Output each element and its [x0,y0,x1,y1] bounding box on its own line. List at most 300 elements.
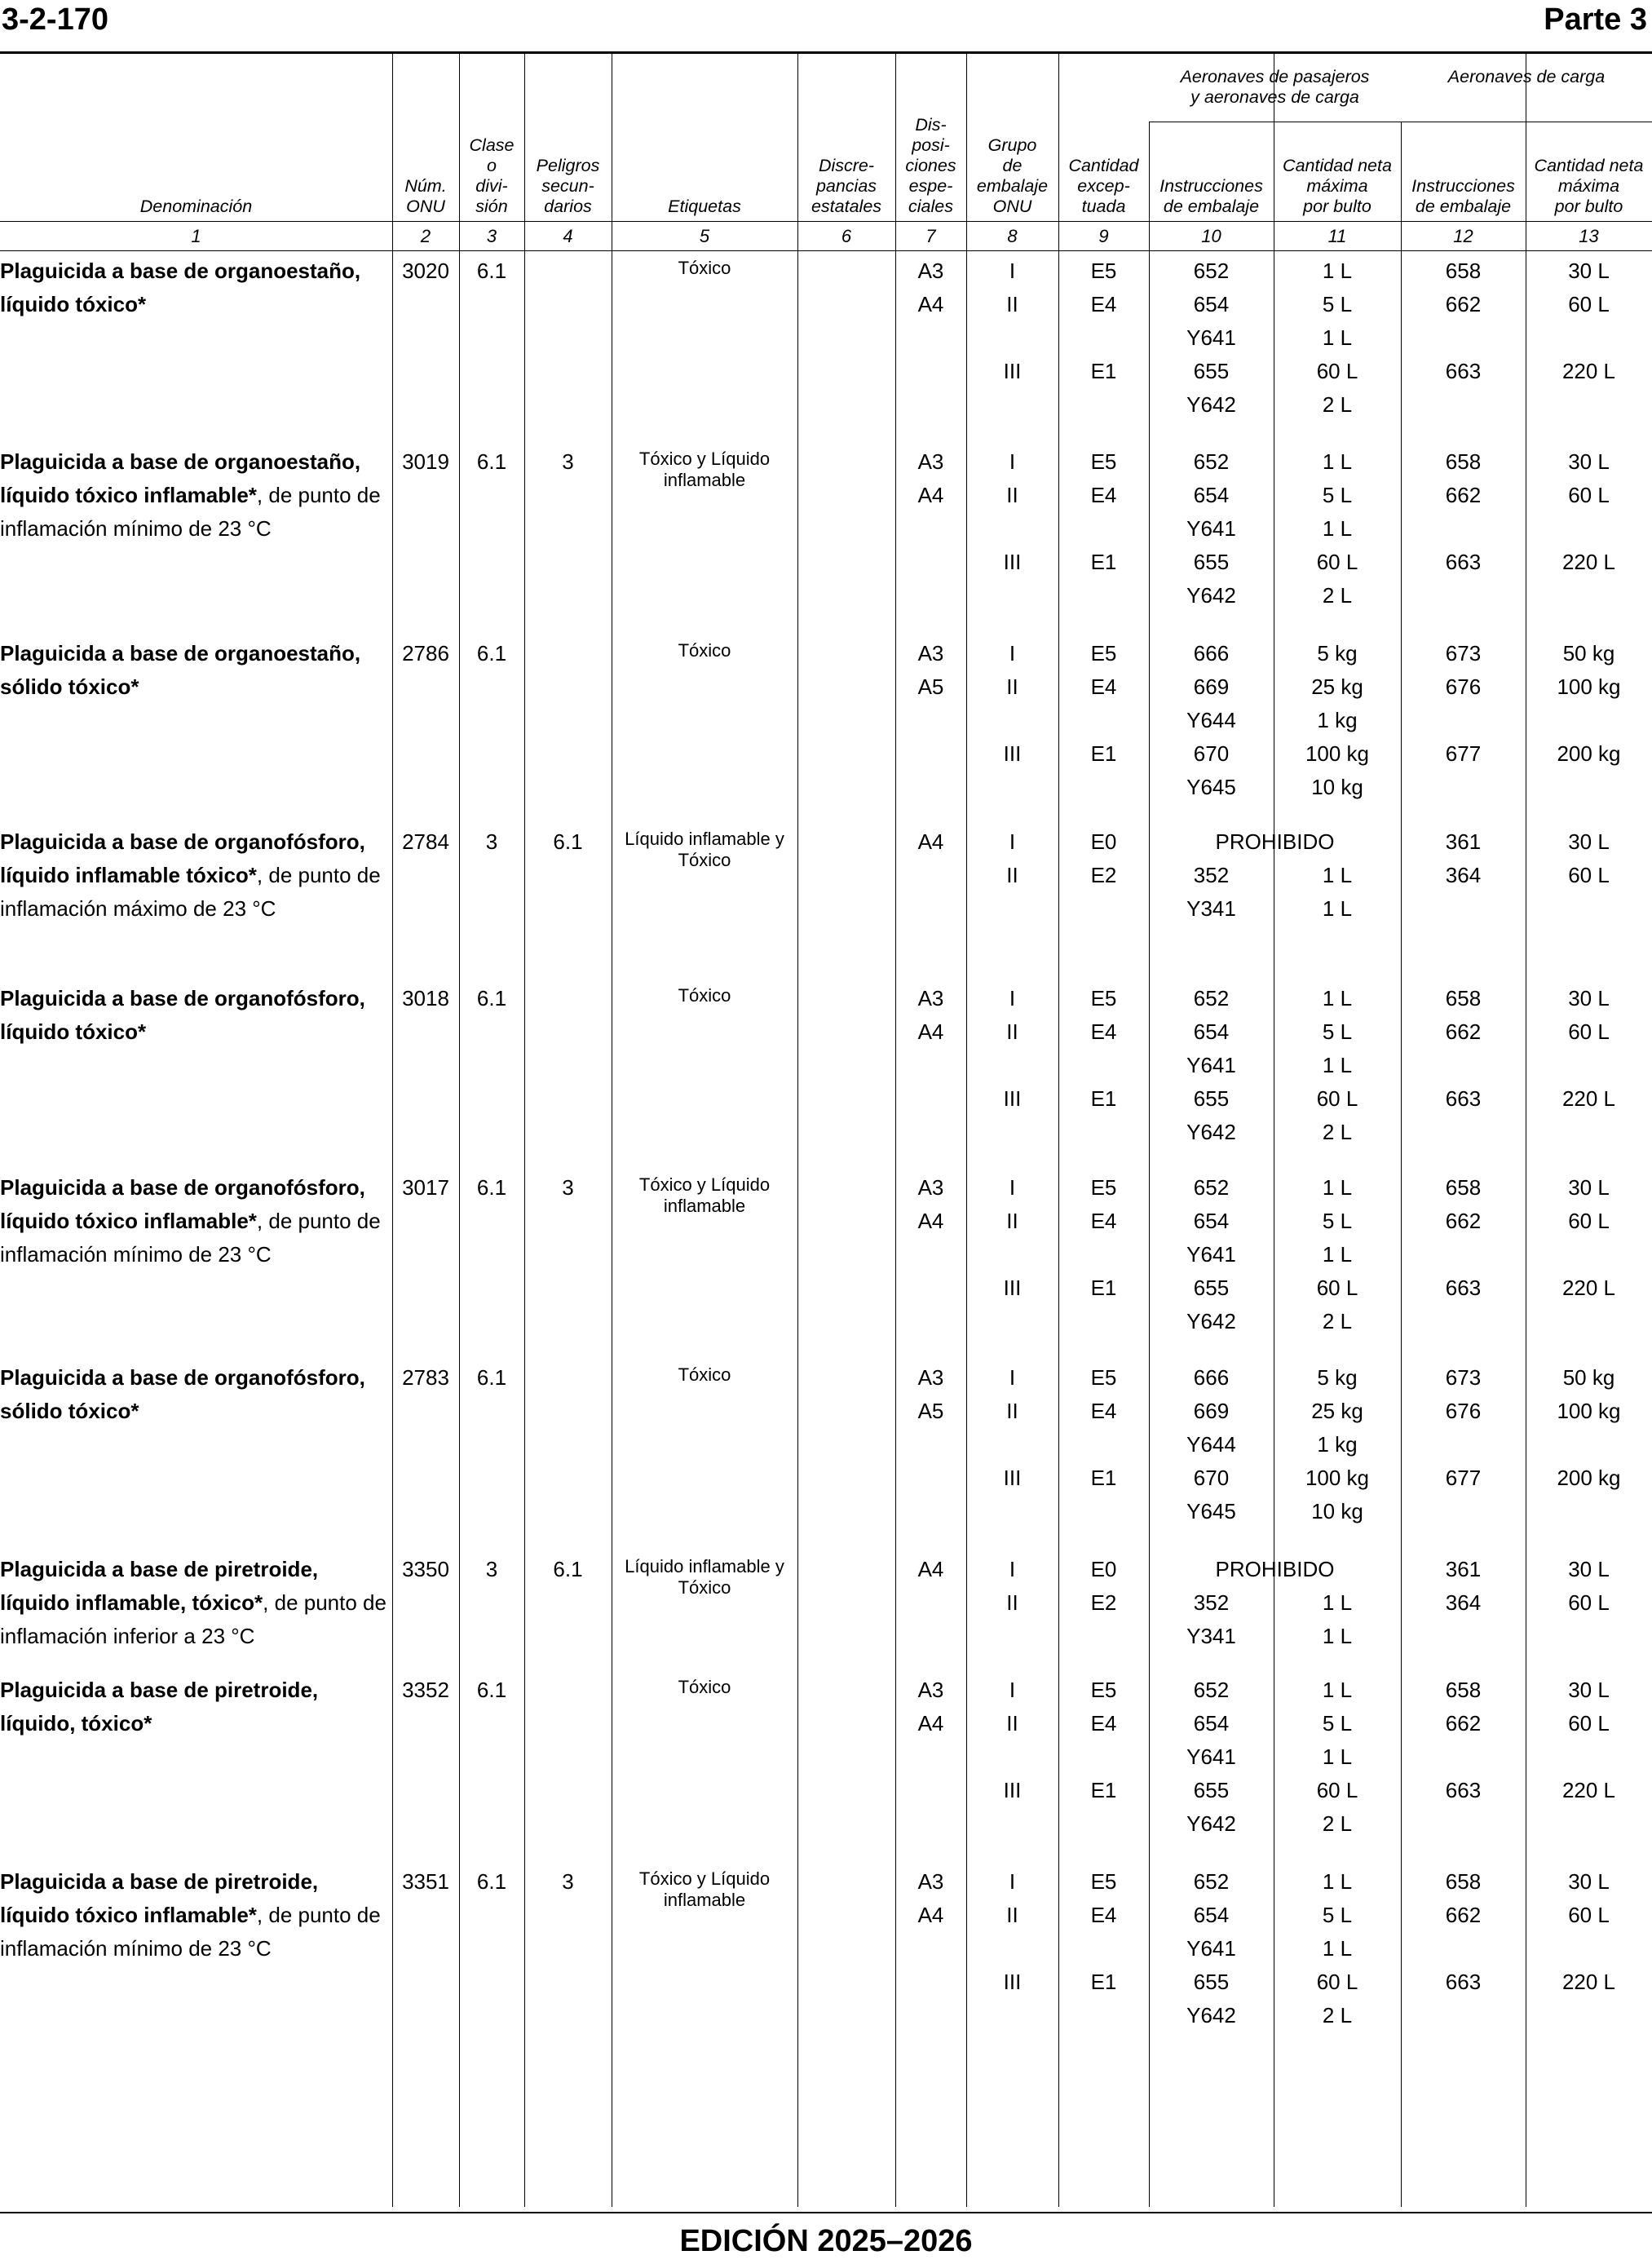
pax-max-net-quantity: 2 L [1322,583,1353,608]
pax-max-net-quantity: 60 L [1316,359,1358,383]
cargo-packing-instruction: 663 [1445,550,1482,574]
pax-max-net-quantity: 1 kg [1317,1432,1358,1457]
column-header-4: Peligros secun- darios [536,156,600,216]
pax-packing-instruction: 655 [1193,1086,1230,1111]
header-rule [0,51,1652,54]
un-number: 2784 [402,829,449,854]
excepted-quantity: E5 [1090,1869,1117,1894]
special-provision: A4 [917,292,944,316]
packing-group: I [1009,1869,1016,1894]
cargo-packing-instruction: 662 [1445,483,1482,507]
packing-group: I [1009,1557,1016,1581]
cargo-packing-instruction: 658 [1445,1869,1482,1894]
pax-max-net-quantity: 5 L [1322,292,1353,316]
cargo-max-net-quantity: 60 L [1568,483,1610,507]
pax-packing-instruction: Y641 [1186,1242,1236,1267]
packing-group: II [1006,1019,1018,1044]
hazard-label: Tóxico [678,985,731,1006]
pax-max-net-quantity: 1 L [1322,1678,1353,1702]
cargo-max-net-quantity: 60 L [1568,1209,1610,1233]
packing-group: II [1006,674,1018,699]
excepted-quantity: E2 [1090,863,1117,887]
cargo-max-net-quantity: 60 L [1568,1903,1610,1927]
column-number-4: 4 [563,226,573,246]
pax-max-net-quantity: 60 L [1316,1086,1358,1111]
special-provision: A4 [917,1711,944,1736]
cargo-packing-instruction: 364 [1445,1590,1482,1615]
cargo-max-net-quantity: 30 L [1568,259,1610,283]
hazard-label: Tóxico [678,258,731,278]
column-header-1: Denominación [139,197,253,216]
pax-packing-instruction: Y641 [1186,1936,1236,1961]
column-number-2: 2 [420,226,431,246]
class-division: 6.1 [476,641,507,665]
pax-max-net-quantity: 1 L [1322,986,1353,1010]
pax-packing-instruction: Y642 [1186,1811,1236,1836]
pax-max-net-quantity: 1 L [1322,325,1353,350]
cargo-max-net-quantity: 30 L [1568,1175,1610,1200]
class-division: 6.1 [476,1175,507,1200]
cargo-packing-instruction: 676 [1445,674,1482,699]
pax-packing-instruction: 654 [1193,1019,1230,1044]
excepted-quantity: E1 [1090,1466,1117,1490]
cargo-max-net-quantity: 220 L [1561,1970,1616,1994]
cargo-max-net-quantity: 220 L [1561,359,1616,383]
pax-packing-instruction: 655 [1193,550,1230,574]
cargo-packing-instruction: 663 [1445,1276,1482,1300]
excepted-quantity: E5 [1090,449,1117,474]
packing-group: I [1009,641,1016,665]
pax-packing-instruction: 670 [1193,1466,1230,1490]
cargo-packing-instruction: 361 [1445,1557,1482,1581]
column-number-13: 13 [1579,226,1599,246]
column-header-5: Etiquetas [668,197,741,216]
pax-max-net-quantity: 100 kg [1305,1466,1370,1490]
pax-max-net-quantity: 5 L [1322,1209,1353,1233]
packing-group: III [1003,1970,1022,1994]
pax-packing-instruction: 652 [1193,1678,1230,1702]
cargo-packing-instruction: 662 [1445,292,1482,316]
packing-group: III [1003,1778,1022,1802]
pax-max-net-quantity: 5 L [1322,1903,1353,1927]
column-divider [797,54,798,2207]
packing-group: II [1006,1903,1018,1927]
group-header-passenger: Aeronaves de pasajeros y aeronaves de carga [1180,67,1370,107]
column-header-6: Discre- pancias estatales [811,156,882,216]
packing-group: II [1006,1399,1018,1423]
cargo-max-net-quantity: 60 L [1568,1019,1610,1044]
entry-denomination: Plaguicida a base de organoestaño, líquido tóxico* [0,259,361,316]
pax-packing-instruction: Y642 [1186,583,1236,608]
pax-max-net-quantity: 2 L [1322,1120,1353,1144]
excepted-quantity: E1 [1090,550,1117,574]
packing-group: I [1009,1678,1016,1702]
page-number: 3-2-170 [2,2,108,37]
cargo-max-net-quantity: 220 L [1561,1276,1616,1300]
entry-denomination: Plaguicida a base de organofósforo, líquido tóxico* [0,986,365,1044]
excepted-quantity: E2 [1090,1590,1117,1615]
cargo-max-net-quantity: 100 kg [1557,1399,1621,1423]
entry-denomination: Plaguicida a base de organofósforo, líquido tóxico inflamable*, de punto de inflamación mínimo de 23 °C [0,1175,381,1267]
hazard-label: Líquido inflamable y Tóxico [625,829,784,870]
special-provision: A3 [917,1678,944,1702]
pax-packing-instruction: Y641 [1186,325,1236,350]
pax-packing-instruction: Y642 [1186,1309,1236,1333]
excepted-quantity: E1 [1090,1970,1117,1994]
column-header-12: Instrucciones de embalaje [1411,176,1515,216]
special-provision: A3 [917,1365,944,1390]
cargo-packing-instruction: 658 [1445,1175,1482,1200]
packing-group: II [1006,483,1018,507]
pax-packing-instruction: 652 [1193,986,1230,1010]
pax-packing-instruction: Y341 [1186,896,1236,921]
excepted-quantity: E5 [1090,1365,1117,1390]
pax-packing-instruction: 666 [1193,1365,1230,1390]
cargo-packing-instruction: 658 [1445,1678,1482,1702]
special-provision: A4 [917,829,944,854]
footer-rule [0,2212,1652,2213]
column-number-1: 1 [191,226,201,246]
excepted-quantity: E4 [1090,1711,1117,1736]
cargo-max-net-quantity: 30 L [1568,449,1610,474]
pax-packing-instruction: 654 [1193,1903,1230,1927]
pax-max-net-quantity: 2 L [1322,2003,1353,2027]
excepted-quantity: E5 [1090,986,1117,1010]
pax-packing-instruction: Y644 [1186,708,1236,732]
special-provision: A5 [917,674,944,699]
cargo-max-net-quantity: 30 L [1568,1869,1610,1894]
packing-group: I [1009,829,1016,854]
hazard-label: Tóxico [678,1364,731,1385]
pax-max-net-quantity: 1 L [1322,1744,1353,1769]
subsidiary-hazard: 3 [562,1175,574,1200]
header-bottom-rule [0,221,1652,222]
cargo-max-net-quantity: 30 L [1568,1557,1610,1581]
cargo-max-net-quantity: 30 L [1568,986,1610,1010]
special-provision: A4 [917,483,944,507]
excepted-quantity: E0 [1090,1557,1117,1581]
cargo-packing-instruction: 676 [1445,1399,1482,1423]
subsidiary-hazard: 3 [562,449,574,474]
pax-packing-instruction: 652 [1193,1175,1230,1200]
pax-packing-instruction: 655 [1193,1778,1230,1802]
pax-max-net-quantity: 1 L [1322,259,1353,283]
excepted-quantity: E1 [1090,1778,1117,1802]
pax-max-net-quantity: 60 L [1316,1778,1358,1802]
pax-max-net-quantity: 1 L [1322,1053,1353,1077]
class-division: 3 [485,829,498,854]
pax-packing-instruction: Y644 [1186,1432,1236,1457]
cargo-max-net-quantity: 200 kg [1557,1466,1621,1490]
column-header-11: Cantidad neta máxima por bulto [1283,156,1392,216]
un-number: 3351 [402,1869,449,1894]
cargo-max-net-quantity: 60 L [1568,863,1610,887]
pax-max-net-quantity: 5 L [1322,1711,1353,1736]
excepted-quantity: E4 [1090,674,1117,699]
subsidiary-hazard: 3 [562,1869,574,1894]
packing-group: I [1009,449,1016,474]
hazard-label: Tóxico [678,640,731,661]
column-header-10: Instrucciones de embalaje [1159,176,1263,216]
pax-packing-instruction: Y641 [1186,1053,1236,1077]
pax-max-net-quantity: 25 kg [1311,1399,1363,1423]
pax-packing-instruction: 655 [1193,1970,1230,1994]
pax-max-net-quantity: 1 L [1322,1624,1353,1648]
excepted-quantity: E1 [1090,359,1117,383]
pax-max-net-quantity: 1 L [1322,1175,1353,1200]
pax-max-net-quantity: 1 L [1322,516,1353,541]
cargo-max-net-quantity: 60 L [1568,1590,1610,1615]
pax-packing-instruction: 652 [1193,259,1230,283]
pax-packing-instruction: 670 [1193,741,1230,766]
pax-max-net-quantity: 5 kg [1317,641,1358,665]
pax-packing-instruction: Y642 [1186,392,1236,417]
pax-max-net-quantity: 1 L [1322,863,1353,887]
pax-max-net-quantity: 1 L [1322,896,1353,921]
cargo-packing-instruction: 361 [1445,829,1482,854]
edition-footer: EDICIÓN 2025–2026 [679,2224,973,2258]
cargo-packing-instruction: 658 [1445,986,1482,1010]
cargo-max-net-quantity: 100 kg [1557,674,1621,699]
hazard-label: Tóxico y Líquido inflamable [638,1174,771,1216]
excepted-quantity: E0 [1090,829,1117,854]
hazard-label: Líquido inflamable y Tóxico [625,1556,784,1598]
packing-group: I [1009,986,1016,1010]
packing-group: II [1006,1209,1018,1233]
column-header-2: Núm. ONU [404,176,447,216]
cargo-packing-instruction: 677 [1445,1466,1482,1490]
entry-denomination: Plaguicida a base de piretroide, líquido, tóxico* [0,1678,319,1736]
column-number-rule [0,250,1652,251]
packing-group: III [1003,1466,1022,1490]
cargo-max-net-quantity: 60 L [1568,1711,1610,1736]
special-provision: A3 [917,449,944,474]
cargo-packing-instruction: 662 [1445,1019,1482,1044]
cargo-packing-instruction: 658 [1445,449,1482,474]
entry-denomination: Plaguicida a base de organofósforo, sólido tóxico* [0,1365,365,1423]
group-header-cargo: Aeronaves de carga [1447,67,1606,86]
pax-packing-instruction: Y641 [1186,1744,1236,1769]
excepted-quantity: E1 [1090,1086,1117,1111]
column-number-3: 3 [486,226,497,246]
cargo-packing-instruction: 663 [1445,1970,1482,1994]
cargo-packing-instruction: 662 [1445,1209,1482,1233]
pax-packing-instruction: 655 [1193,359,1230,383]
pax-packing-instruction: 669 [1193,1399,1230,1423]
un-number: 3352 [402,1678,449,1702]
packing-group: II [1006,292,1018,316]
pax-max-net-quantity: 10 kg [1311,1499,1363,1523]
packing-group: II [1006,1590,1018,1615]
pax-max-net-quantity: 1 L [1322,1869,1353,1894]
special-provision: A4 [917,1019,944,1044]
cargo-max-net-quantity: 60 L [1568,292,1610,316]
prohibited-notice: PROHIBIDO [1215,1557,1335,1581]
prohibited-notice: PROHIBIDO [1215,829,1335,854]
cargo-packing-instruction: 364 [1445,863,1482,887]
entry-denomination: Plaguicida a base de organoestaño, sólido tóxico* [0,641,361,699]
pax-max-net-quantity: 60 L [1316,1276,1358,1300]
entry-denomination: Plaguicida a base de organofósforo, líquido inflamable tóxico*, de punto de inflamación máximo de 23 °C [0,829,381,921]
pax-packing-instruction: 669 [1193,674,1230,699]
special-provision: A4 [917,1209,944,1233]
column-header-13: Cantidad neta máxima por bulto [1534,156,1644,216]
cargo-max-net-quantity: 220 L [1561,1778,1616,1802]
pax-packing-instruction: 654 [1193,292,1230,316]
special-provision: A4 [917,1557,944,1581]
class-division: 6.1 [476,449,507,474]
pax-packing-instruction: Y641 [1186,516,1236,541]
class-division: 6.1 [476,1678,507,1702]
column-number-8: 8 [1007,226,1018,246]
excepted-quantity: E5 [1090,1678,1117,1702]
pax-packing-instruction: 654 [1193,483,1230,507]
class-division: 6.1 [476,986,507,1010]
cargo-packing-instruction: 677 [1445,741,1482,766]
cargo-max-net-quantity: 30 L [1568,1678,1610,1702]
un-number: 3017 [402,1175,449,1200]
special-provision: A3 [917,259,944,283]
pax-max-net-quantity: 1 L [1322,1590,1353,1615]
un-number: 2783 [402,1365,449,1390]
pax-max-net-quantity: 10 kg [1311,775,1363,799]
class-division: 6.1 [476,1869,507,1894]
excepted-quantity: E5 [1090,1175,1117,1200]
pax-max-net-quantity: 60 L [1316,550,1358,574]
hazard-label: Tóxico y Líquido inflamable [638,1868,771,1910]
column-number-9: 9 [1098,226,1109,246]
pax-packing-instruction: 352 [1193,863,1230,887]
pax-max-net-quantity: 1 L [1322,1936,1353,1961]
pax-packing-instruction: Y645 [1186,775,1236,799]
packing-group: II [1006,1711,1018,1736]
un-number: 3350 [402,1557,449,1581]
special-provision: A3 [917,986,944,1010]
cargo-packing-instruction: 673 [1445,1365,1482,1390]
pax-max-net-quantity: 2 L [1322,1309,1353,1333]
column-number-12: 12 [1453,226,1473,246]
pax-packing-instruction: 666 [1193,641,1230,665]
pax-max-net-quantity: 1 L [1322,1242,1353,1267]
packing-group: III [1003,1276,1022,1300]
pax-max-net-quantity: 2 L [1322,1811,1353,1836]
pax-packing-instruction: 352 [1193,1590,1230,1615]
column-number-10: 10 [1201,226,1221,246]
pax-max-net-quantity: 2 L [1322,392,1353,417]
un-number: 2786 [402,641,449,665]
pax-packing-instruction: 654 [1193,1711,1230,1736]
pax-packing-instruction: 652 [1193,449,1230,474]
subsidiary-hazard: 6.1 [553,829,583,854]
hazard-label: Tóxico y Líquido inflamable [638,449,771,490]
column-number-7: 7 [925,226,936,246]
packing-group: III [1003,741,1022,766]
special-provision: A5 [917,1399,944,1423]
subsidiary-hazard: 6.1 [553,1557,583,1581]
un-number: 3020 [402,259,449,283]
pax-packing-instruction: 652 [1193,1869,1230,1894]
special-provision: A3 [917,641,944,665]
excepted-quantity: E4 [1090,483,1117,507]
cargo-max-net-quantity: 30 L [1568,829,1610,854]
cargo-max-net-quantity: 50 kg [1562,641,1615,665]
pax-packing-instruction: Y645 [1186,1499,1236,1523]
excepted-quantity: E5 [1090,641,1117,665]
packing-group: III [1003,1086,1022,1111]
excepted-quantity: E1 [1090,1276,1117,1300]
excepted-quantity: E1 [1090,741,1117,766]
pax-packing-instruction: Y642 [1186,1120,1236,1144]
class-division: 3 [485,1557,498,1581]
column-header-9: Cantidad excep- tuada [1068,156,1139,216]
packing-group: III [1003,359,1022,383]
cargo-packing-instruction: 663 [1445,1778,1482,1802]
cargo-max-net-quantity: 200 kg [1557,741,1621,766]
entry-denomination: Plaguicida a base de organoestaño, líquido tóxico inflamable*, de punto de inflamación mínimo de 23 °C [0,449,381,541]
excepted-quantity: E4 [1090,1209,1117,1233]
pax-max-net-quantity: 60 L [1316,1970,1358,1994]
cargo-max-net-quantity: 220 L [1561,1086,1616,1111]
excepted-quantity: E4 [1090,1903,1117,1927]
column-header-8: Grupo de embalaje ONU [976,135,1049,216]
pax-max-net-quantity: 5 L [1322,483,1353,507]
special-provision: A3 [917,1869,944,1894]
packing-group: I [1009,259,1016,283]
excepted-quantity: E5 [1090,259,1117,283]
packing-group: III [1003,550,1022,574]
packing-group: I [1009,1175,1016,1200]
entry-denomination: Plaguicida a base de piretroide, líquido inflamable, tóxico*, de punto de inflamación inferior a 23 °C [0,1557,386,1648]
pax-max-net-quantity: 5 L [1322,1019,1353,1044]
special-provision: A3 [917,1175,944,1200]
hazard-label: Tóxico [678,1677,731,1697]
excepted-quantity: E4 [1090,1019,1117,1044]
column-header-7: Dis- posi- ciones espe- ciales [905,115,956,216]
pax-packing-instruction: Y341 [1186,1624,1236,1648]
un-number: 3019 [402,449,449,474]
column-number-5: 5 [699,226,710,246]
excepted-quantity: E4 [1090,292,1117,316]
excepted-quantity: E4 [1090,1399,1117,1423]
packing-group: II [1006,863,1018,887]
column-number-11: 11 [1327,226,1347,246]
packing-group: I [1009,1365,1016,1390]
cargo-packing-instruction: 663 [1445,359,1482,383]
cargo-packing-instruction: 663 [1445,1086,1482,1111]
pax-packing-instruction: Y642 [1186,2003,1236,2027]
entry-denomination: Plaguicida a base de piretroide, líquido tóxico inflamable*, de punto de inflamación mínimo de 23 °C [0,1869,381,1961]
cargo-max-net-quantity: 50 kg [1562,1365,1615,1390]
column-header-3: Clase o divi- sión [469,135,515,216]
class-division: 6.1 [476,1365,507,1390]
class-division: 6.1 [476,259,507,283]
pax-packing-instruction: 654 [1193,1209,1230,1233]
pax-packing-instruction: 655 [1193,1276,1230,1300]
cargo-packing-instruction: 662 [1445,1711,1482,1736]
part-label: Parte 3 [1544,2,1647,37]
pax-max-net-quantity: 100 kg [1305,741,1370,766]
cargo-packing-instruction: 658 [1445,259,1482,283]
special-provision: A4 [917,1903,944,1927]
pax-max-net-quantity: 25 kg [1311,674,1363,699]
pax-max-net-quantity: 5 kg [1317,1365,1358,1390]
cargo-packing-instruction: 673 [1445,641,1482,665]
cargo-max-net-quantity: 220 L [1561,550,1616,574]
cargo-packing-instruction: 662 [1445,1903,1482,1927]
un-number: 3018 [402,986,449,1010]
column-number-6: 6 [841,226,852,246]
pax-max-net-quantity: 1 L [1322,449,1353,474]
